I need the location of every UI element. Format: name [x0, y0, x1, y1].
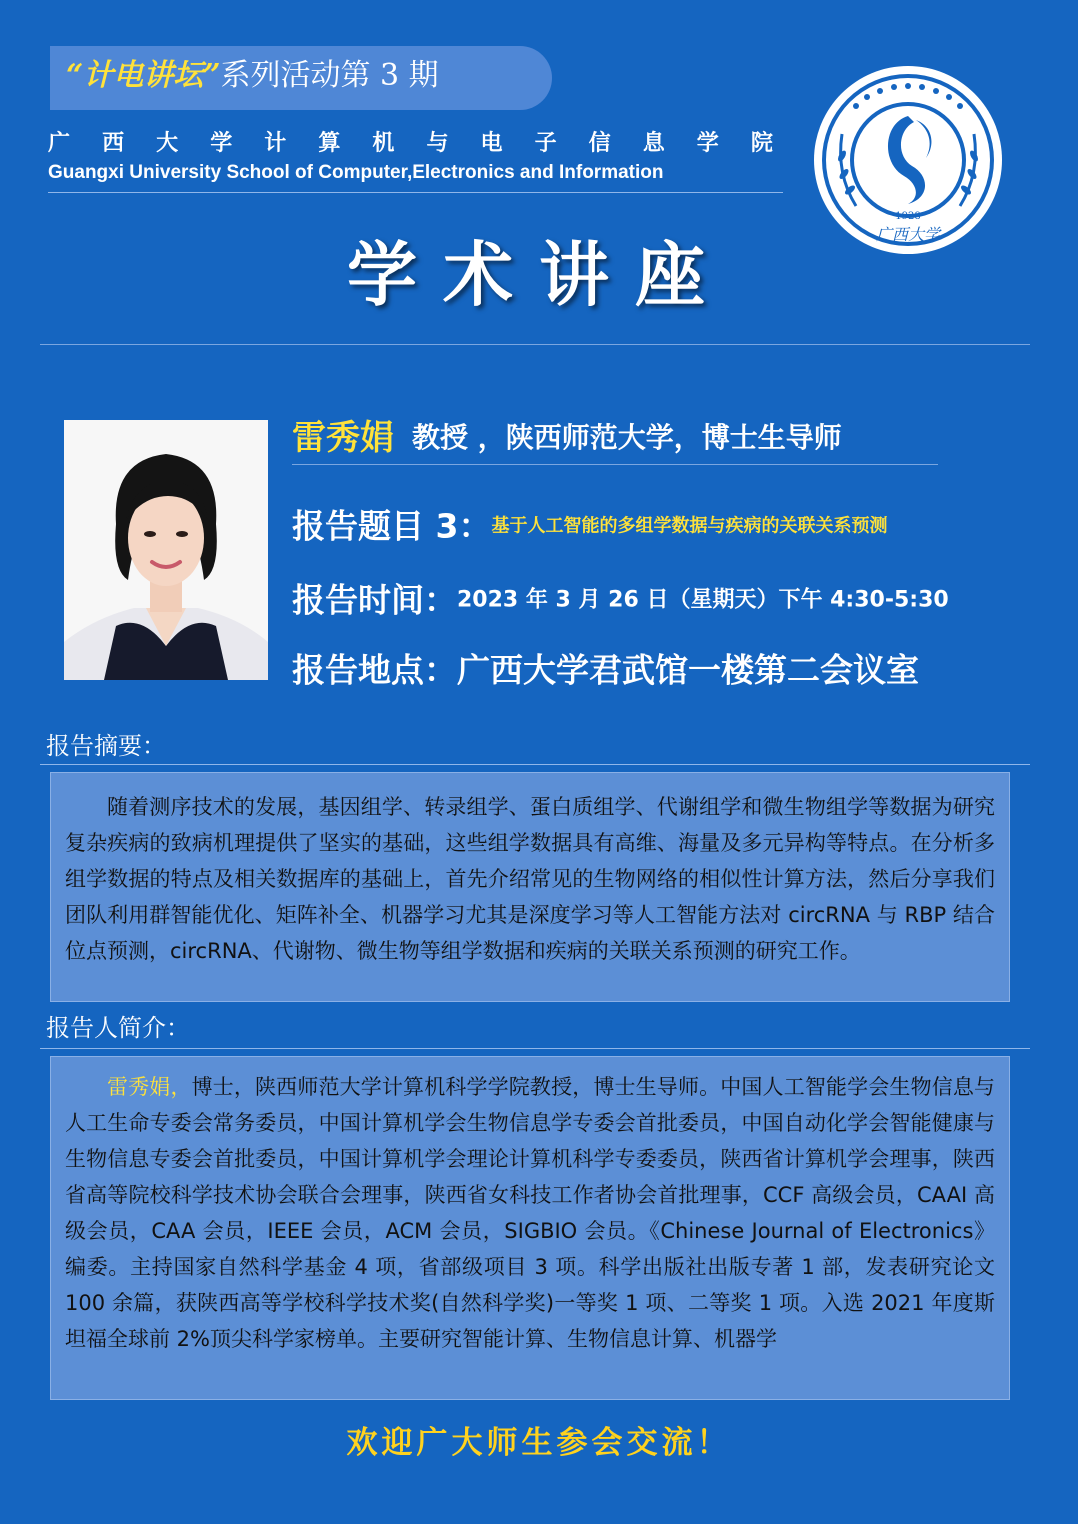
bio-paragraph [65, 1069, 995, 1357]
place-text: 广西大学君武馆一楼第二会议室 [457, 650, 919, 690]
bio-divider [40, 1048, 1030, 1049]
report-topic-row [292, 500, 887, 552]
school-name-char: 息 [642, 131, 665, 156]
school-name-char: 电 [480, 131, 503, 156]
school-name-char: 计 [264, 131, 287, 156]
bio-text: 博士，陕西师范大学计算机科学学院教授，博士生导师。中国人工智能学会生物信息与人工生命专委会常务委员，中国计算机学会生物信息学专委会首批委员，中国自动化学会智能健康与生物信息专委会首批委员，中国计算机学会理论计算机科学专委委员，陕西省计算机学会理事，陕西省高等院校科学技术协会联合会理事，陕西省女科技工作者协会首批理事，CCF 高级会员，CAAI 高级会员，CAA 会员，IEEE 会员，ACM 会员，SIGBIO 会员。《Chinese Journal of Electronics》编委。主持国家自然科学基金 4 项，省部级项目 3 项。科学出版社出版专著 1 部，发表研究论文 100 余篇，获陕西高等学校科学技术奖(自然科学奖)一等奖 1 项、二等奖 1 项。入选 2021 年度斯坦福全球前 2%顶尖科学家榜单。主要研究智能计算、生物信息计算、机器学 [65, 1075, 996, 1351]
school-name-en: Guangxi University School of Computer,Electronics and Information [48, 162, 664, 183]
svg-text:1928: 1928 [895, 211, 921, 222]
school-name-char: 子 [534, 131, 557, 156]
bio-speaker-name: 雷秀娟， [107, 1075, 192, 1099]
speaker-portrait-icon [64, 420, 268, 680]
school-name-char: 大 [156, 131, 179, 156]
school-name-char: 院 [750, 131, 773, 156]
speaker-line [292, 412, 938, 465]
report-time-row [292, 574, 949, 626]
place-label: 报告地点： [292, 650, 457, 690]
school-name-char: 学 [696, 131, 719, 156]
bio-heading: 报告人简介： [46, 1014, 190, 1042]
guangxi-university-seal-icon [812, 64, 1004, 256]
school-name-char: 算 [318, 131, 341, 156]
topic-text: 基于人工智能的多组学数据与疾病的关联关系预测 [491, 515, 888, 537]
abstract-text: 随着测序技术的发展，基因组学、转录组学、蛋白质组学、代谢组学和微生物组学等数据为研究复杂疾病的致病机理提供了坚实的基础，这些组学数据具有高维、海量及多元异构等特点。在分析多组学数据的特点及相关数据库的基础上，首先介绍常见的生物网络的相似性计算方法，然后分享我们团队利用群智能优化、矩阵补全、机器学习尤其是深度学习等人工智能方法对 circRNA 与 RBP 结合位点预测，circRNA、代谢物、微生物等组学数据和疾病的关联关系预测的研究工作。 [65, 795, 995, 963]
school-name-char: 与 [426, 131, 449, 156]
speaker-name: 雷秀娟 [292, 418, 394, 458]
school-name-cn [48, 130, 773, 158]
series-title [66, 56, 439, 96]
series-highlight: “计电讲坛” [66, 58, 221, 93]
lecture-title: 学术讲座 [347, 233, 731, 316]
school-name-char: 信 [588, 131, 611, 156]
welcome-message: 欢迎广大师生参会交流！ [346, 1425, 732, 1461]
series-rest: 系列活动第 3 期 [220, 58, 439, 93]
school-name-char: 广 [48, 131, 71, 156]
report-place-row [292, 644, 919, 696]
speaker-title: 教授 ，陕西师范大学，博士生导师 [412, 421, 842, 454]
time-label: 报告时间： [292, 580, 457, 620]
time-text: 2023 年 3 月 26 日（星期天）下午 4:30-5:30 [457, 587, 949, 613]
topic-label: 报告题目 3： [292, 506, 492, 546]
school-name-char: 学 [210, 131, 233, 156]
bio-box [50, 1056, 1010, 1400]
abstract-divider [40, 764, 1030, 765]
title-divider [40, 344, 1030, 345]
abstract-box [50, 772, 1010, 1002]
abstract-heading: 报告摘要： [46, 732, 166, 760]
header-divider [48, 192, 783, 193]
school-name-char: 机 [372, 131, 395, 156]
school-name-char: 西 [102, 131, 125, 156]
svg-text:广西大学: 广西大学 [875, 225, 941, 244]
